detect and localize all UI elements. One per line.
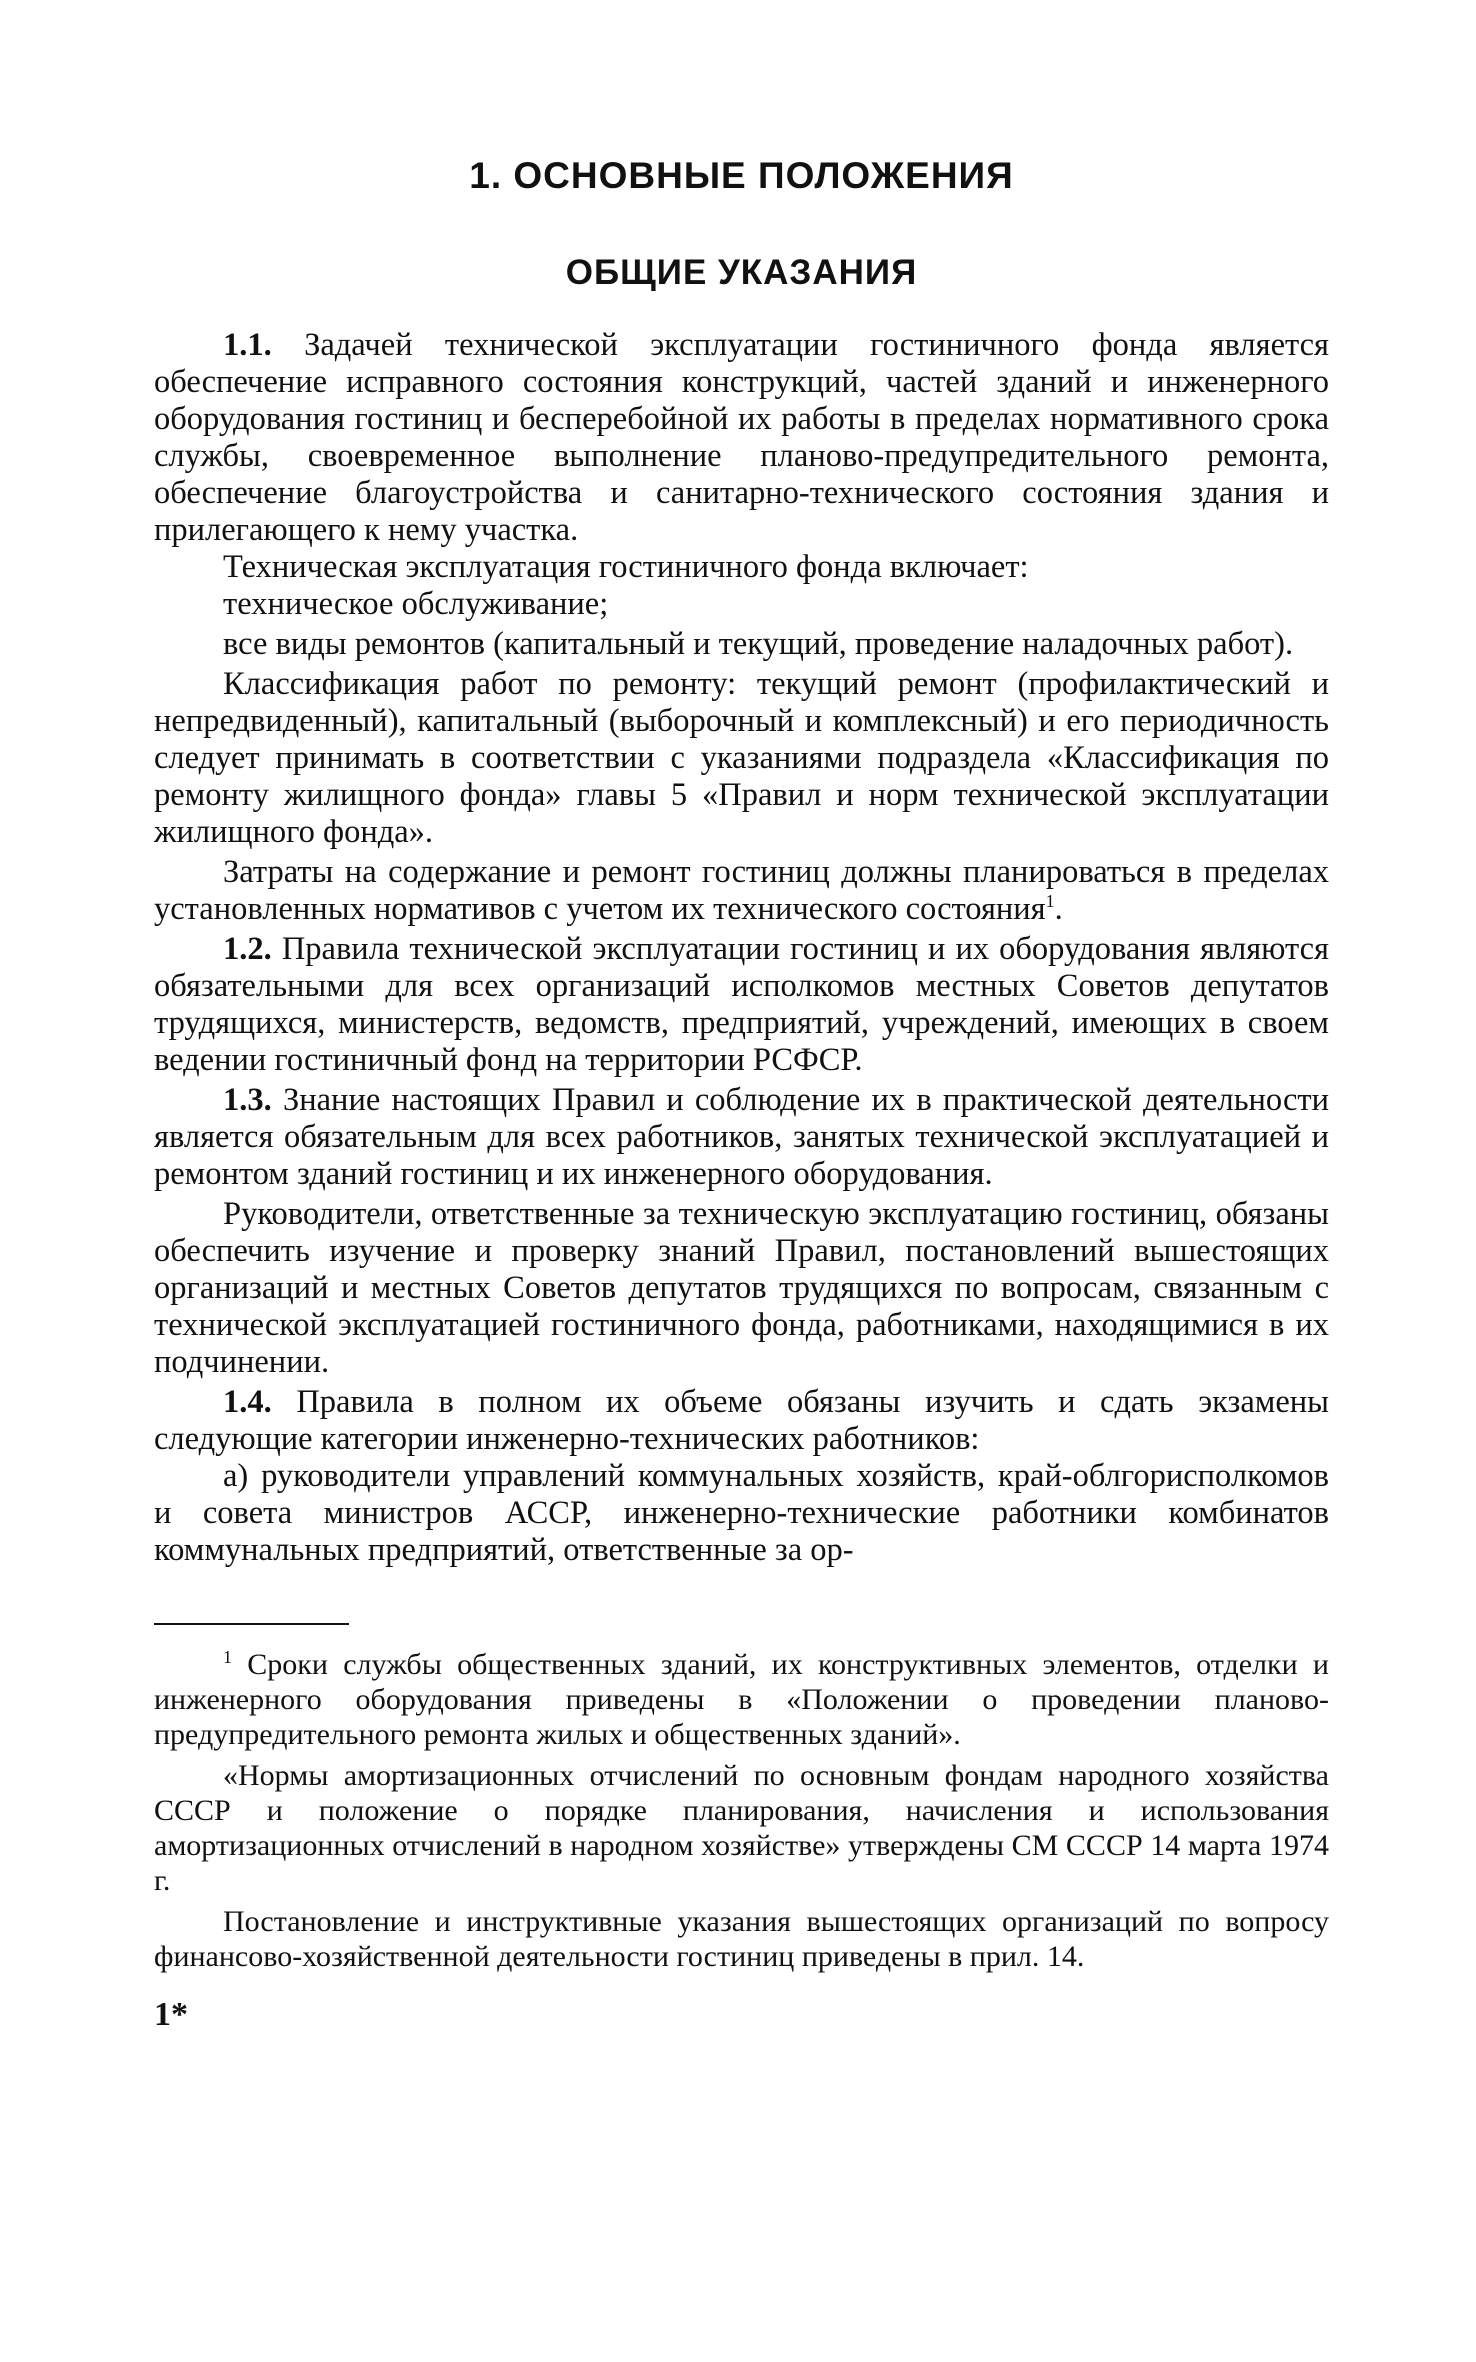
footnote-reference: 1: [1045, 891, 1055, 912]
paragraph-text-end: .: [1054, 891, 1063, 927]
paragraph-1-3: [154, 1082, 1329, 1193]
clause-number: 1.2.: [223, 931, 272, 967]
paragraph-text: Правила технической эксплуатации гостиниц и их оборудования являются обязательными для всех организаций исполкомов местных Советов депутатов трудящихся, министерств, ведомств, предприятий, учреждений, имеющих в своем ведении гостиничный фонд на территории РСФСР.: [154, 931, 1329, 1078]
footnote-text: Сроки службы общественных зданий, их конструктивных элементов, отделки и инженерного оборудования приведены в «Положении о проведении планово-предупредительного ремонта жилых и общественных зданий».: [154, 1648, 1329, 1751]
clause-number: 1.3.: [223, 1082, 272, 1118]
paragraph-managers: Руководители, ответственные за техническую эксплуатацию гостиниц, обязаны обеспечить изучение и проверку знаний Правил, постановлений вышестоящих организаций и местных Советов депутатов трудящихся по вопросам, связанным с технической эксплуатацией гостиничного фонда, работниками, находящимися в их подчинении.: [154, 1196, 1329, 1380]
clause-number: 1.1.: [223, 327, 272, 363]
paragraph-text: Правила в полном их объеме обязаны изучить и сдать экзамены следующие категории инженерно-технических работников:: [154, 1384, 1329, 1457]
paragraph-costs: [154, 854, 1329, 928]
footnote-norms: «Нормы амортизационных отчислений по основным фондам народного хозяйства СССР и положение о порядке планирования, начисления и использования амортизационных отчислений в народном хозяйстве» утверждены СМ СССР 14 марта 1974 г.: [154, 1759, 1329, 1897]
paragraph-text: Задачей технической эксплуатации гостиничного фонда является обеспечение исправного состояния конструкций, частей зданий и инженерного оборудования гостиниц и бесперебойной их работы в пределах нормативного срока службы, своевременное выполнение планово-предупредительного ремонта, обеспечение благоустройства и санитарно-технического состояния здания и прилегающего к нему участка.: [154, 327, 1329, 548]
section-title: ОБЩИЕ УКАЗАНИЯ: [565, 253, 918, 292]
paragraph-classification: Классификация работ по ремонту: текущий ремонт (профилактический и непредвиденный), капитальный (выборочный и комплексный) и его периодичность следует принимать в соответствии с указаниями подраздела «Классификация по ремонту жилищного фонда» главы 5 «Правил и норм технической эксплуатации жилищного фонда».: [154, 666, 1329, 850]
paragraph-maintenance: техническое обслуживание;: [223, 586, 609, 622]
footnotes: [154, 1647, 1329, 1974]
paragraph-text: Затраты на содержание и ремонт гостиниц должны планироваться в пределах установленных нормативов с учетом их технического состояния: [154, 854, 1329, 927]
footnote-marker: 1: [223, 1647, 232, 1667]
paragraph-1-2: [154, 931, 1329, 1079]
paragraph-text: Знание настоящих Правил и соблюдение их в практической деятельности является обязательным для всех работников, занятых технической эксплуатацией и ремонтом зданий гостиниц и их инженерного оборудования.: [154, 1082, 1329, 1192]
chapter-title: 1. ОСНОВНЫЕ ПОЛОЖЕНИЯ: [469, 155, 1014, 196]
printer-signature-mark: 1*: [154, 1996, 188, 2033]
paragraph-1-1: [154, 327, 1329, 549]
paragraph-list-a: а) руководители управлений коммунальных хозяйств, край-облгорисполкомов и совета министров АССР, инженерно-технические работники комбинатов коммунальных предприятий, ответственные за ор-: [154, 1458, 1329, 1568]
footnote-1: [154, 1647, 1329, 1752]
footnote-resolution: Постановление и инструктивные указания вышестоящих организаций по вопросу финансово-хозяйственной деятельности гостиниц приведены в прил. 14.: [154, 1905, 1329, 1973]
footnote-divider: [154, 1623, 349, 1625]
paragraph-repairs: все виды ремонтов (капитальный и текущий, проведение наладочных работ).: [223, 626, 1294, 662]
paragraph-includes: Техническая эксплуатация гостиничного фонда включает:: [223, 549, 1029, 585]
paragraph-1-4: [154, 1384, 1329, 1458]
body-text: [154, 327, 1329, 1569]
clause-number: 1.4.: [223, 1384, 272, 1420]
document-page: [154, 155, 1329, 2034]
